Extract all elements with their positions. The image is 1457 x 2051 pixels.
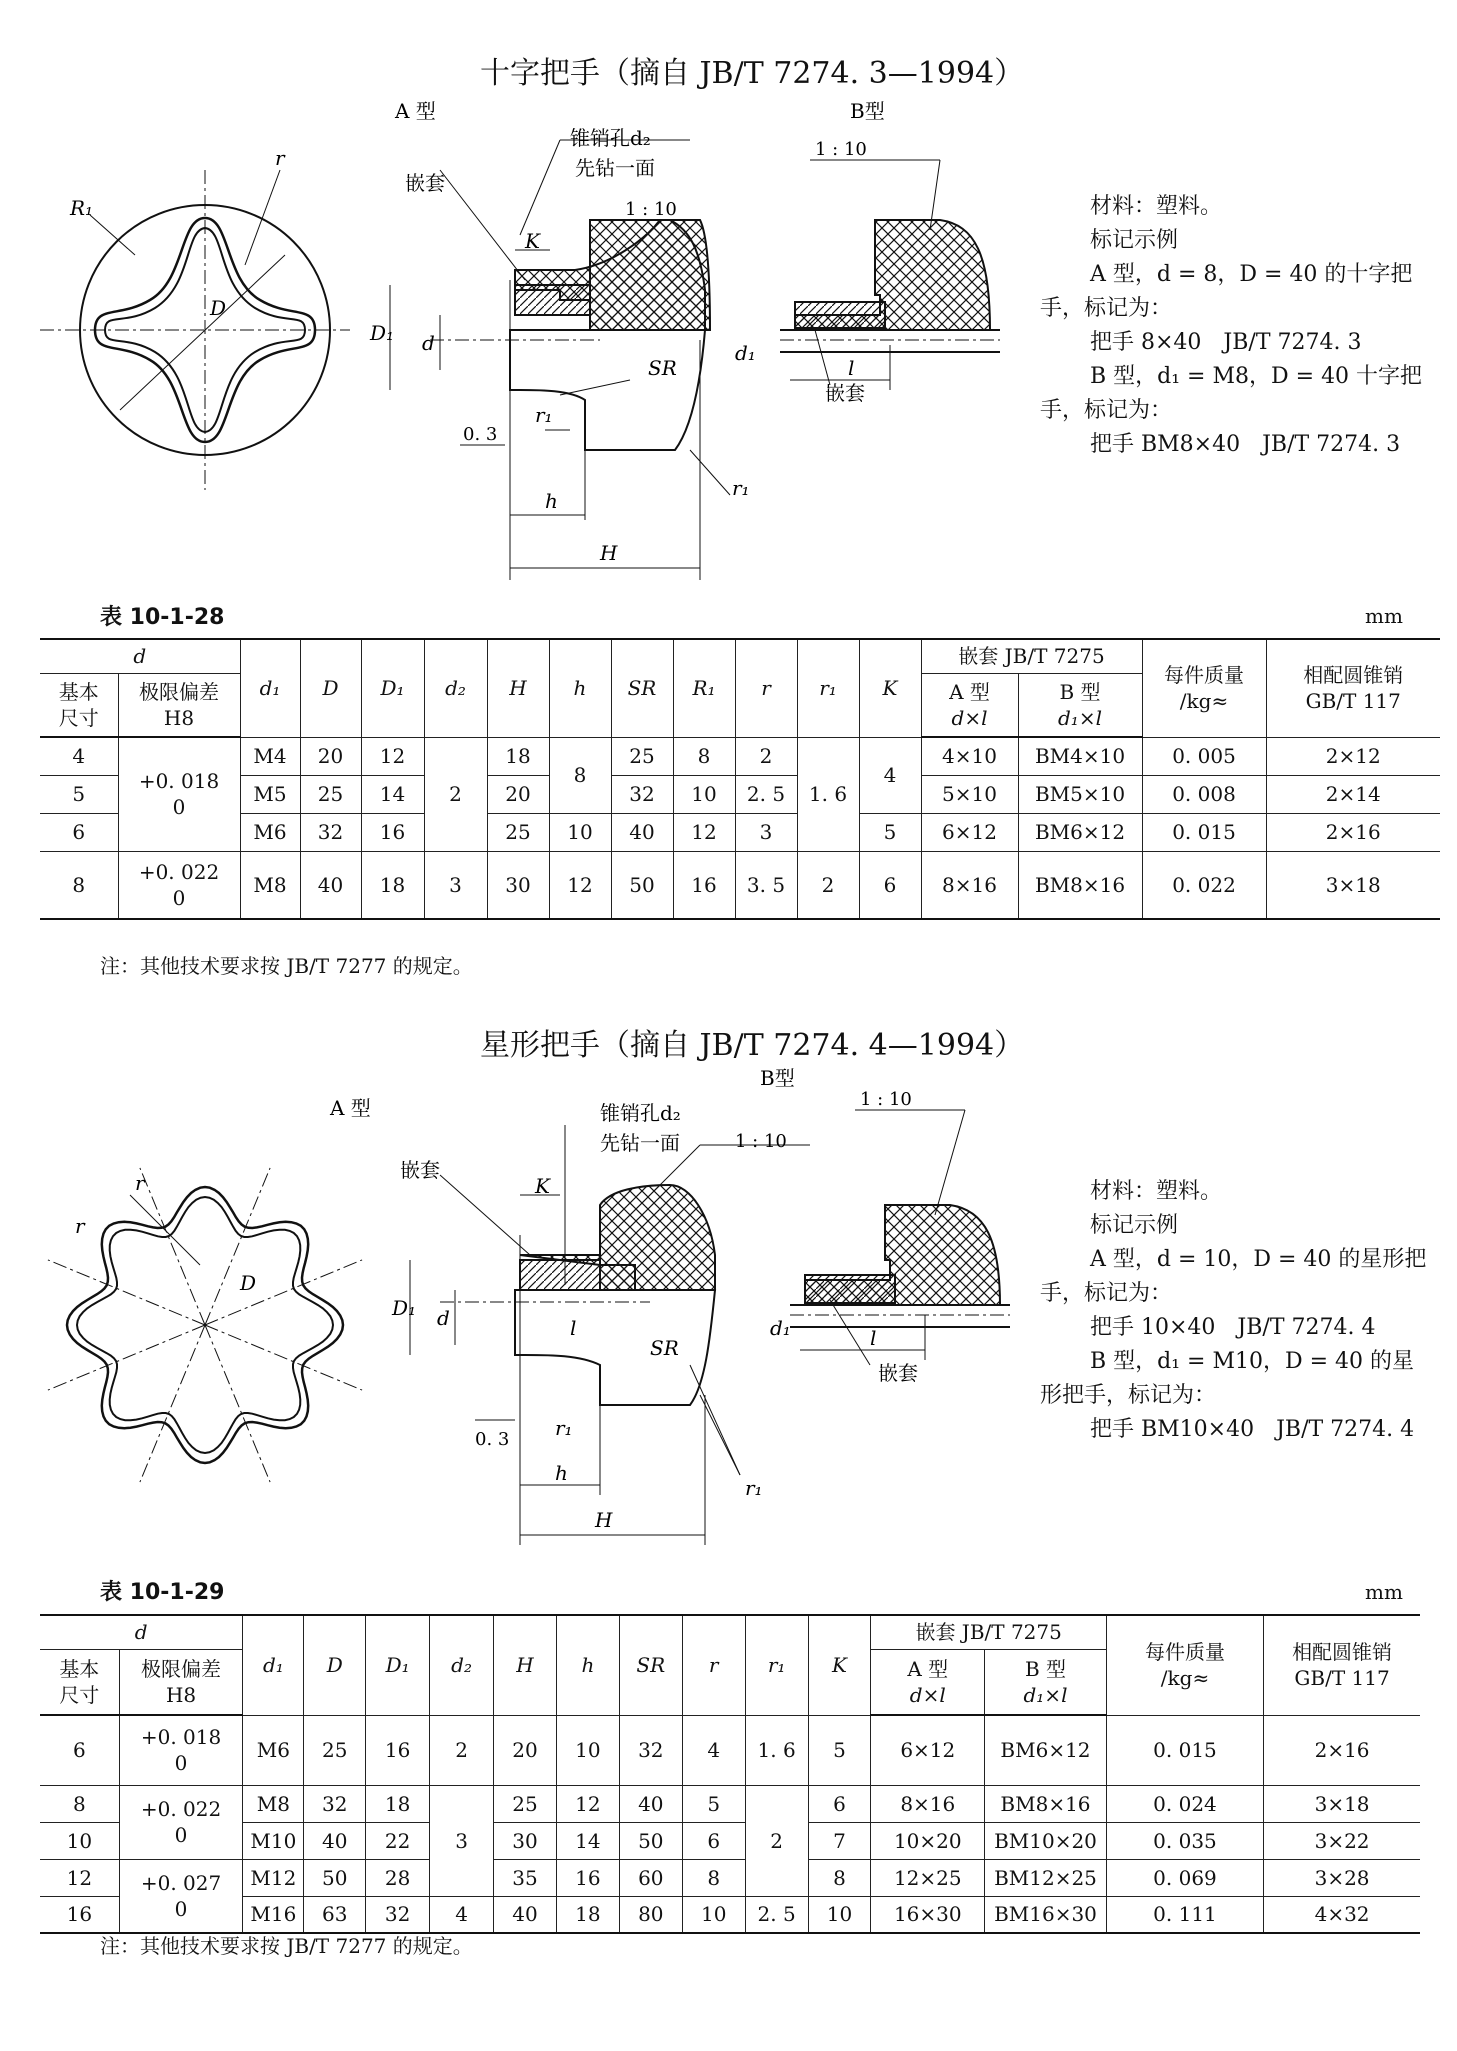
label-D1: D₁ (370, 321, 395, 345)
table1-unit: mm (1365, 604, 1403, 628)
header-tol-l2: H8 (163, 705, 195, 730)
cell-tol-l2: 0 (172, 885, 186, 910)
cell: 3 (735, 813, 797, 851)
cell: 4×32 (1264, 1896, 1420, 1933)
cell: BM6×12 (985, 1715, 1107, 1785)
cell: 16×30 (871, 1896, 985, 1933)
header-pin-l2: GB/T 117 (1305, 689, 1401, 714)
cell-tol-l2: 0 (174, 1751, 188, 1776)
cell: 20 (494, 1715, 557, 1785)
cell-tol (119, 1859, 243, 1933)
cell: 4 (859, 737, 921, 813)
section1-title: 十字把手（摘自 JB/T 7274. 3—1994） (480, 56, 1025, 91)
note-line: 标记示例 (1090, 228, 1179, 253)
cell-tol-l1: +0. 027 (140, 1870, 222, 1895)
cell-tol-l1: +0. 022 (140, 1797, 222, 1821)
cell: 22 (366, 1822, 430, 1859)
cell: 40 (300, 851, 361, 919)
cell: 18 (556, 1896, 619, 1933)
label-H-2: H (595, 1508, 613, 1532)
header-a-type: A 型 (907, 1656, 949, 1681)
cell: 0. 008 (1142, 775, 1266, 813)
cross-b-section (735, 99, 1000, 405)
star-top-view (48, 1168, 362, 1482)
cell: 32 (619, 1715, 682, 1785)
header-tol-l1: 极限偏差 (139, 679, 219, 704)
cell: 3×22 (1264, 1822, 1420, 1859)
cell-tol-l2: 0 (172, 795, 186, 820)
label-taper: 1 : 10 (625, 199, 677, 220)
table2-unit: mm (1365, 1580, 1403, 1604)
cell: M4 (240, 737, 300, 775)
label-h-2: h (555, 1461, 568, 1485)
cell: 35 (494, 1859, 557, 1896)
note-line: B 型，d₁ = M10，D = 40 的星 (1090, 1349, 1415, 1374)
header-pin (1264, 1615, 1420, 1715)
cell: 3×18 (1264, 1785, 1420, 1822)
header-d: d (40, 639, 240, 673)
label-SR: SR (648, 356, 677, 380)
label-d-2: d (437, 1306, 450, 1330)
label-qiantao-b2: 嵌套 (878, 1361, 918, 1385)
cell: 2 (430, 1715, 494, 1785)
note-line: B 型，d₁ = M8，D = 40 十字把 (1090, 364, 1423, 389)
label-qiantao-b: 嵌套 (825, 381, 865, 405)
cell: 20 (487, 775, 549, 813)
cell: 8 (808, 1859, 871, 1896)
cell: 8 (549, 737, 611, 813)
header-tol (119, 1649, 243, 1715)
label-R1: R₁ (70, 196, 94, 220)
cell-tol-l1: +0. 022 (138, 859, 220, 884)
label-r-star-2: r (75, 1214, 85, 1238)
label-d: d (422, 331, 435, 355)
cell: 18 (366, 1785, 430, 1822)
header-a (871, 1649, 985, 1715)
label-r-star-1: r (135, 1171, 145, 1195)
section1-notes (1040, 190, 1440, 462)
cell: BM5×10 (1018, 775, 1142, 813)
cell: BM8×16 (985, 1785, 1107, 1822)
cell: 40 (619, 1785, 682, 1822)
table-row (40, 1715, 1420, 1785)
header-d2: d₂ (424, 639, 487, 737)
table1-caption: 表 10-1-28 (100, 605, 225, 630)
header-a-dim: d×l (909, 1682, 946, 1707)
table-10-1-28 (40, 638, 1440, 920)
table-row (40, 1822, 1420, 1859)
cell: 12×25 (871, 1859, 985, 1896)
cell: 0. 035 (1106, 1822, 1263, 1859)
header-D: D (300, 639, 361, 737)
header-R1: R₁ (673, 639, 735, 737)
header-H: H (494, 1615, 557, 1715)
note-line: 手，标记为： (1040, 1281, 1173, 1306)
table-row (40, 1859, 1420, 1896)
cell: 25 (487, 813, 549, 851)
cell: 10 (549, 813, 611, 851)
header-basic-l2: 尺寸 (59, 1682, 100, 1707)
cell-tol (118, 737, 240, 851)
label-qiantao: 嵌套 (405, 171, 445, 195)
cell: 32 (304, 1785, 366, 1822)
label-d1: d₁ (735, 341, 756, 365)
cell: 2×16 (1266, 813, 1440, 851)
label-l: l (848, 356, 855, 380)
label-taper-2: 1 : 10 (735, 1131, 787, 1152)
cross-a-section (369, 99, 750, 580)
header-h: h (556, 1615, 619, 1715)
label-xianzuan-2: 先钻一面 (600, 1131, 680, 1155)
header-b (985, 1649, 1107, 1715)
header-a-dim: d×l (951, 705, 988, 730)
cell: 5 (808, 1715, 871, 1785)
cell: 8×16 (871, 1785, 985, 1822)
label-type-b-2: B型 (760, 1066, 795, 1090)
cell: M6 (240, 813, 300, 851)
header-basic-l1: 基本 (59, 1656, 100, 1681)
table-row (40, 737, 1440, 775)
section2-title: 星形把手（摘自 JB/T 7274. 4—1994） (480, 1028, 1025, 1063)
label-taper-b2: 1 : 10 (860, 1089, 912, 1110)
cell: 4 (430, 1896, 494, 1933)
cell: 3×28 (1264, 1859, 1420, 1896)
cell: 28 (366, 1859, 430, 1896)
header-mass-l2: /kg≈ (1160, 1666, 1210, 1691)
cell: 10×20 (871, 1822, 985, 1859)
cell: 10 (673, 775, 735, 813)
header-r: r (682, 1615, 745, 1715)
cell: 8×16 (921, 851, 1018, 919)
cell: 12 (549, 851, 611, 919)
label-r1-2b: r₁ (745, 1476, 763, 1500)
cell: 0. 005 (1142, 737, 1266, 775)
cell: 12 (556, 1785, 619, 1822)
cell: 25 (300, 775, 361, 813)
cell: 6 (682, 1822, 745, 1859)
header-tol-l1: 极限偏差 (141, 1656, 222, 1681)
cell: 0. 015 (1142, 813, 1266, 851)
cell-tol (119, 1785, 243, 1859)
note-line: 材料：塑料。 (1090, 1179, 1223, 1204)
cell: 30 (494, 1822, 557, 1859)
cell: 10 (40, 1822, 119, 1859)
cell: 16 (673, 851, 735, 919)
header-b-type: B 型 (1024, 1656, 1067, 1681)
cell: 4×10 (921, 737, 1018, 775)
note-line: 形把手，标记为： (1040, 1383, 1217, 1408)
cell: 0. 022 (1142, 851, 1266, 919)
label-qiantao-2: 嵌套 (400, 1158, 440, 1182)
cell: M8 (240, 851, 300, 919)
cell: 14 (556, 1822, 619, 1859)
header-mass (1106, 1615, 1263, 1715)
header-D1: D₁ (366, 1615, 430, 1715)
header-a (921, 673, 1018, 737)
header-r: r (735, 639, 797, 737)
cell: 10 (682, 1896, 745, 1933)
cell: 8 (40, 851, 118, 919)
note-line: A 型，d = 8，D = 40 的十字把 (1090, 262, 1413, 287)
cell: 3 (430, 1785, 494, 1896)
header-b-dim: d₁×l (1058, 705, 1102, 730)
label-type-b: B型 (850, 99, 885, 123)
cell: 2 (735, 737, 797, 775)
cell: M8 (243, 1785, 304, 1822)
cell: 1. 6 (797, 737, 859, 851)
header-mass-l1: 每件质量 (1144, 1640, 1225, 1665)
cell: M16 (243, 1896, 304, 1933)
table-row (40, 813, 1440, 851)
header-mass-l2: /kg≈ (1179, 689, 1229, 714)
cell: 50 (611, 851, 673, 919)
cell: 2×12 (1266, 737, 1440, 775)
cell: 20 (300, 737, 361, 775)
header-SR: SR (611, 639, 673, 737)
cell: 5 (40, 775, 118, 813)
cell: BM10×20 (985, 1822, 1107, 1859)
cell: 3 (424, 851, 487, 919)
cell: 12 (40, 1859, 119, 1896)
cell: 16 (361, 813, 424, 851)
cell: 50 (619, 1822, 682, 1859)
header-insert: 嵌套 JB/T 7275 (921, 639, 1142, 673)
label-h: h (545, 489, 558, 513)
cell: 40 (304, 1822, 366, 1859)
header-pin-l1: 相配圆锥销 (1303, 663, 1404, 688)
header-d1: d₁ (240, 639, 300, 737)
cell: 4 (682, 1715, 745, 1785)
note-line: A 型，d = 10，D = 40 的星形把 (1090, 1247, 1427, 1272)
header-D: D (304, 1615, 366, 1715)
cell: 40 (494, 1896, 557, 1933)
cell: 6 (859, 851, 921, 919)
table-row (40, 1785, 1420, 1822)
note-line: 把手 BM10×40 JB/T 7274. 4 (1090, 1417, 1415, 1442)
note-line: 手，标记为： (1040, 296, 1173, 321)
label-zhuixiao-2: 锥销孔d₂ (600, 1101, 681, 1125)
label-D-star: D (240, 1271, 257, 1295)
header-H: H (487, 639, 549, 737)
header-d1: d₁ (243, 1615, 304, 1715)
note-line: 把手 BM8×40 JB/T 7274. 3 (1090, 432, 1401, 457)
header-basic (40, 1649, 119, 1715)
cell: 25 (494, 1785, 557, 1822)
cell: BM8×16 (1018, 851, 1142, 919)
cell: BM6×12 (1018, 813, 1142, 851)
cell: 6×12 (921, 813, 1018, 851)
label-zhuixiao: 锥销孔d₂ (570, 126, 651, 150)
cell: 2 (797, 851, 859, 919)
cell: 80 (619, 1896, 682, 1933)
cell: 6 (40, 1715, 119, 1785)
header-d2: d₂ (430, 1615, 494, 1715)
cell: 32 (366, 1896, 430, 1933)
cell: 2. 5 (735, 775, 797, 813)
cell: 0. 111 (1106, 1896, 1263, 1933)
cell-tol-l1: +0. 018 (140, 1725, 222, 1750)
star-a-section (329, 1096, 810, 1545)
label-D1-2: D₁ (392, 1296, 417, 1320)
cell: 8 (682, 1859, 745, 1896)
header-basic-l2: 尺寸 (58, 705, 99, 730)
cell-tol (118, 851, 240, 919)
cell: M6 (243, 1715, 304, 1785)
note-line: 材料：塑料。 (1090, 194, 1223, 219)
cell: 10 (808, 1896, 871, 1933)
header-K: K (808, 1615, 871, 1715)
star-b-section (760, 1066, 1010, 1385)
cell: 7 (808, 1822, 871, 1859)
cell: 0. 069 (1106, 1859, 1263, 1896)
cell: BM12×25 (985, 1859, 1107, 1896)
header-b-dim: d₁×l (1023, 1682, 1068, 1707)
label-r: r (275, 146, 285, 170)
cell: 8 (673, 737, 735, 775)
header-insert: 嵌套 JB/T 7275 (871, 1615, 1106, 1649)
cell: 2 (424, 737, 487, 851)
cell: M12 (243, 1859, 304, 1896)
cross-top-view (40, 146, 350, 490)
cell: 60 (619, 1859, 682, 1896)
label-H: H (600, 541, 618, 565)
label-l-2: l (570, 1316, 577, 1340)
note-line: 把手 10×40 JB/T 7274. 4 (1090, 1315, 1376, 1340)
header-r1: r₁ (745, 1615, 808, 1715)
cell: BM4×10 (1018, 737, 1142, 775)
cell: 10 (556, 1715, 619, 1785)
header-pin-l1: 相配圆锥销 (1292, 1640, 1393, 1665)
table-row (40, 1896, 1420, 1933)
header-pin (1266, 639, 1440, 737)
label-K: K (525, 229, 540, 253)
cell: 25 (304, 1715, 366, 1785)
cell: 5 (859, 813, 921, 851)
table-10-1-29 (40, 1614, 1420, 1934)
label-type-a-2: A 型 (330, 1096, 371, 1120)
cell: 16 (40, 1896, 119, 1933)
cell: 30 (487, 851, 549, 919)
cell: 6 (808, 1785, 871, 1822)
label-0.3-2: 0. 3 (475, 1429, 510, 1450)
label-K-2: K (535, 1174, 550, 1198)
table1-note: 注：其他技术要求按 JB/T 7277 的规定。 (100, 954, 473, 978)
cell: 14 (361, 775, 424, 813)
cell: 16 (556, 1859, 619, 1896)
header-SR: SR (619, 1615, 682, 1715)
table-row (40, 775, 1440, 813)
cell: M10 (243, 1822, 304, 1859)
label-r1-a: r₁ (535, 403, 553, 427)
header-h: h (549, 639, 611, 737)
table2-note: 注：其他技术要求按 JB/T 7277 的规定。 (100, 1934, 473, 1958)
cell: 6 (40, 813, 118, 851)
label-taper-b: 1 : 10 (815, 139, 867, 160)
cell: 2 (745, 1785, 808, 1896)
note-line: 标记示例 (1090, 1213, 1179, 1238)
cell: 32 (611, 775, 673, 813)
cell: M5 (240, 775, 300, 813)
cell: 3×18 (1266, 851, 1440, 919)
header-b (1018, 673, 1142, 737)
cell: 50 (304, 1859, 366, 1896)
cell: 8 (40, 1785, 119, 1822)
cell: 16 (366, 1715, 430, 1785)
cell: 2×14 (1266, 775, 1440, 813)
cell-tol (119, 1715, 243, 1785)
cell: 0. 024 (1106, 1785, 1263, 1822)
section2-notes (1040, 1175, 1440, 1447)
label-l-b2: l (870, 1326, 877, 1350)
cell: 6×12 (871, 1715, 985, 1785)
label-r1-b: r₁ (732, 476, 750, 500)
label-0.3: 0. 3 (463, 424, 498, 445)
header-tol-l2: H8 (165, 1682, 197, 1707)
header-pin-l2: GB/T 117 (1294, 1666, 1390, 1691)
label-type-a: A 型 (395, 99, 436, 123)
header-basic-l1: 基本 (58, 679, 99, 704)
cell: 63 (304, 1896, 366, 1933)
label-D: D (210, 296, 227, 320)
header-r1: r₁ (797, 639, 859, 737)
label-SR-2: SR (650, 1336, 679, 1360)
cell: 40 (611, 813, 673, 851)
cell: BM16×30 (985, 1896, 1107, 1933)
note-line: 把手 8×40 JB/T 7274. 3 (1090, 330, 1362, 355)
header-mass (1142, 639, 1266, 737)
cell-tol-l2: 0 (174, 1896, 188, 1921)
cell: 2×16 (1264, 1715, 1420, 1785)
cell: 4 (40, 737, 118, 775)
cell-tol-l2: 0 (174, 1823, 188, 1847)
header-D1: D₁ (361, 639, 424, 737)
cell: 12 (673, 813, 735, 851)
header-tol (118, 673, 240, 737)
cell-tol-l1: +0. 018 (138, 769, 220, 794)
header-mass-l1: 每件质量 (1164, 663, 1244, 688)
cell: 5 (682, 1785, 745, 1822)
note-line: 手，标记为： (1040, 398, 1173, 423)
cell: 1. 6 (745, 1715, 808, 1785)
cell: 0. 015 (1106, 1715, 1263, 1785)
label-xianzuan: 先钻一面 (575, 156, 655, 180)
cell: 5×10 (921, 775, 1018, 813)
header-K: K (859, 639, 921, 737)
header-a-type: A 型 (949, 679, 990, 704)
cell: 25 (611, 737, 673, 775)
cell: 18 (487, 737, 549, 775)
label-r1-2a: r₁ (555, 1416, 573, 1440)
table2-caption: 表 10-1-29 (100, 1580, 225, 1605)
cell: 32 (300, 813, 361, 851)
label-d1-2: d₁ (770, 1316, 791, 1340)
cell: 3. 5 (735, 851, 797, 919)
cell: 18 (361, 851, 424, 919)
table-row (40, 851, 1440, 919)
cell: 2. 5 (745, 1896, 808, 1933)
header-d: d (40, 1615, 243, 1649)
header-basic (40, 673, 118, 737)
header-b-type: B 型 (1059, 679, 1101, 704)
cell: 12 (361, 737, 424, 775)
